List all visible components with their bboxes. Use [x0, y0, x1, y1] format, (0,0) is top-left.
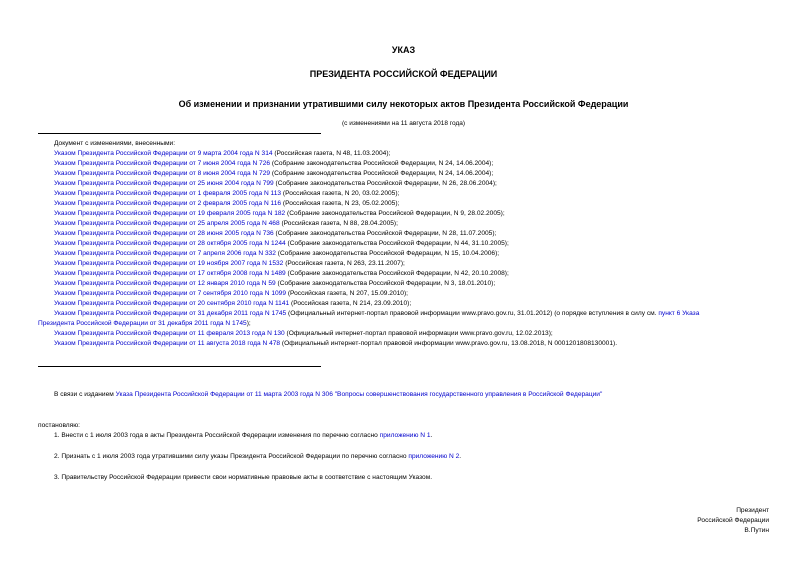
list-item: Указом Президента Российской Федерации от 7 сентября 2010 года N 1099 (Российская газета, N 207, 15.09.2010); [54, 290, 408, 297]
list-item-2011: Указом Президента Российской Федерации от 31 декабря 2011 года N 1745 (Официальный интернет-портал правовой информации www.pravo.gov.ru, 31.01.2012) (о порядке вступления в силу см. пункт 6 Указа Президента Российской Федерации от 31 декабря 2011 года N 1745); [38, 310, 700, 327]
list-item: Указом Президента Российской Федерации от 11 февраля 2013 года N 130 (Официальный интернет-портал правовой информации www.pravo.gov.ru, 12.02.2013); [54, 330, 553, 337]
appendix-1-link[interactable]: приложению N 1 [379, 432, 431, 439]
list-item: Указом Президента Российской Федерации от 12 января 2010 года N 59 (Собрание законодательства Российской Федерации, N 3, 18.01.2010); [54, 280, 496, 287]
resolution-word: постановляю: [38, 422, 81, 429]
amendment-link[interactable]: Указом Президента Российской Федерации от 12 января 2010 года N 59 [54, 280, 276, 287]
amendment-link[interactable]: Указом Президента Российской Федерации от 31 декабря 2011 года N 1745 [54, 310, 287, 317]
list-item: Указом Президента Российской Федерации от 2 февраля 2005 года N 116 (Российская газета, N 23, 05.02.2005); [54, 200, 400, 207]
amendment-link[interactable]: Указом Президента Российской Федерации от 25 июня 2004 года N 799 [54, 180, 274, 187]
list-item: Указом Президента Российской Федерации от 17 октября 2008 года N 1489 (Собрание законодательства Российской Федерации, N 42, 20.10.2008); [54, 270, 509, 277]
amendment-link[interactable]: Указом Президента Российской Федерации от 9 марта 2004 года N 314 [54, 150, 273, 157]
list-item: Указом Президента Российской Федерации от 8 июня 2004 года N 729 (Собрание законодательства Российской Федерации, N 24, 14.06.2004); [54, 170, 494, 177]
signature-title: Президент [736, 507, 769, 514]
amendment-link[interactable]: Указом Президента Российской Федерации от 7 апреля 2006 года N 332 [54, 250, 276, 257]
list-item: Указом Президента Российской Федерации от 28 октября 2005 года N 1244 (Собрание законодательства Российской Федерации, N 44, 31.10.2005); [54, 240, 509, 247]
amendments-intro: Документ с изменениями, внесенными: [54, 140, 176, 147]
amendment-link[interactable]: пункт 6 Указа [658, 310, 700, 317]
appendix-2-link[interactable]: приложению N 2 [408, 453, 460, 460]
amendment-link[interactable]: Указом Президента Российской Федерации от 7 сентября 2010 года N 1099 [54, 290, 286, 297]
list-item: Указом Президента Российской Федерации от 1 февраля 2005 года N 113 (Российская газета, N 20, 03.02.2005); [54, 190, 400, 197]
amendment-link[interactable]: Указом Президента Российской Федерации от 11 февраля 2013 года N 130 [54, 330, 285, 337]
amendment-link[interactable]: Указом Президента Российской Федерации от 11 августа 2018 года N 478 [54, 340, 281, 347]
revision-note: (с изменениями на 11 августа 2018 года) [341, 120, 466, 127]
basis-decree-link[interactable]: Указа Президента Российской Федерации от 11 марта 2003 года N 306 "Вопросы совершенствования государственного управления в Российской Федерации" [115, 391, 603, 398]
list-item: Указом Президента Российской Федерации от 28 июня 2005 года N 736 (Собрание законодательства Российской Федерации, N 28, 11.07.2005); [54, 230, 497, 237]
amendments-list [38, 139, 778, 349]
doc-type-heading: УКАЗ [391, 45, 416, 55]
signature-organization: Российской Федерации [697, 517, 769, 524]
issuer-heading: ПРЕЗИДЕНТА РОССИЙСКОЙ ФЕДЕРАЦИИ [309, 69, 498, 79]
list-item: Указом Президента Российской Федерации от 7 июня 2004 года N 726 (Собрание законодательства Российской Федерации, N 24, 14.06.2004); [54, 160, 494, 167]
amendment-link[interactable]: Указом Президента Российской Федерации от 17 октября 2008 года N 1489 [54, 270, 286, 277]
list-item: Указом Президента Российской Федерации от 20 сентября 2010 года N 1141 (Российская газета, N 214, 23.09.2010); [54, 300, 412, 307]
list-item: Указом Президента Российской Федерации от 7 апреля 2006 года N 332 (Собрание законодательства Российской Федерации, N 15, 10.04.2006); [54, 250, 500, 257]
amendment-link[interactable]: Указом Президента Российской Федерации от 1 февраля 2005 года N 113 [54, 190, 282, 197]
list-item: Указом Президента Российской Федерации от 19 ноября 2007 года N 1532 (Российская газета, N 263, 23.11.2007); [54, 260, 405, 267]
amendment-link[interactable]: Указом Президента Российской Федерации от 7 июня 2004 года N 726 [54, 160, 271, 167]
amendment-link[interactable]: Указом Президента Российской Федерации от 20 сентября 2010 года N 1141 [54, 300, 290, 307]
list-item: Указом Президента Российской Федерации от 19 февраля 2005 года N 182 (Собрание законодательства Российской Федерации, N 9, 28.02.2005); [54, 210, 505, 217]
signature-name: В.Путин [744, 527, 769, 534]
clause-2: 2. Признать с 1 июля 2003 года утратившими силу указы Президента Российской Федерации по перечню согласно приложению N 2. [54, 453, 462, 460]
clause-1: 1. Внести с 1 июля 2003 года в акты Президента Российской Федерации изменения по перечню согласно приложению N 1. [54, 432, 433, 439]
amendment-link[interactable]: Указом Президента Российской Федерации от 8 июня 2004 года N 729 [54, 170, 271, 177]
list-item: Указом Президента Российской Федерации от 25 июня 2004 года N 799 (Собрание законодательства Российской Федерации, N 26, 28.06.2004); [54, 180, 497, 187]
amendment-link[interactable]: Указом Президента Российской Федерации от 2 февраля 2005 года N 116 [54, 200, 282, 207]
document-title: Об изменении и признании утратившими силу некоторых актов Президента Российской Федерации [178, 99, 629, 109]
list-item: Указом Президента Российской Федерации от 25 апреля 2005 года N 468 (Российская газета, N 88, 28.04.2005); [54, 220, 398, 227]
amendment-link[interactable]: Указом Президента Российской Федерации от 25 апреля 2005 года N 468 [54, 220, 280, 227]
amendment-link[interactable]: Указом Президента Российской Федерации от 19 февраля 2005 года N 182 [54, 210, 286, 217]
amendment-link[interactable]: Указом Президента Российской Федерации от 19 ноября 2007 года N 1532 [54, 260, 284, 267]
preamble: В связи с изданием Указа Президента Российской Федерации от 11 марта 2003 года N 306 "Вопросы совершенствования государственного управления в Российской Федерации" [54, 391, 603, 398]
amendment-link[interactable]: Президента Российской Федерации от 31 декабря 2011 года N 1745 [38, 320, 247, 327]
amendment-link[interactable]: Указом Президента Российской Федерации от 28 октября 2005 года N 1244 [54, 240, 286, 247]
clause-3: 3. Правительству Российской Федерации привести свои нормативные правовые акты в соответствие с настоящим Указом. [54, 474, 433, 481]
amendment-link[interactable]: Указом Президента Российской Федерации от 28 июня 2005 года N 736 [54, 230, 274, 237]
list-item: Указом Президента Российской Федерации от 9 марта 2004 года N 314 (Российская газета, N 48, 11.03.2004); [54, 150, 391, 157]
top-divider [38, 133, 321, 134]
list-item: Указом Президента Российской Федерации от 11 августа 2018 года N 478 (Официальный интернет-портал правовой информации www.pravo.gov.ru, 13.08.2018, N 0001201808130001). [54, 340, 618, 347]
bottom-divider [38, 366, 321, 367]
